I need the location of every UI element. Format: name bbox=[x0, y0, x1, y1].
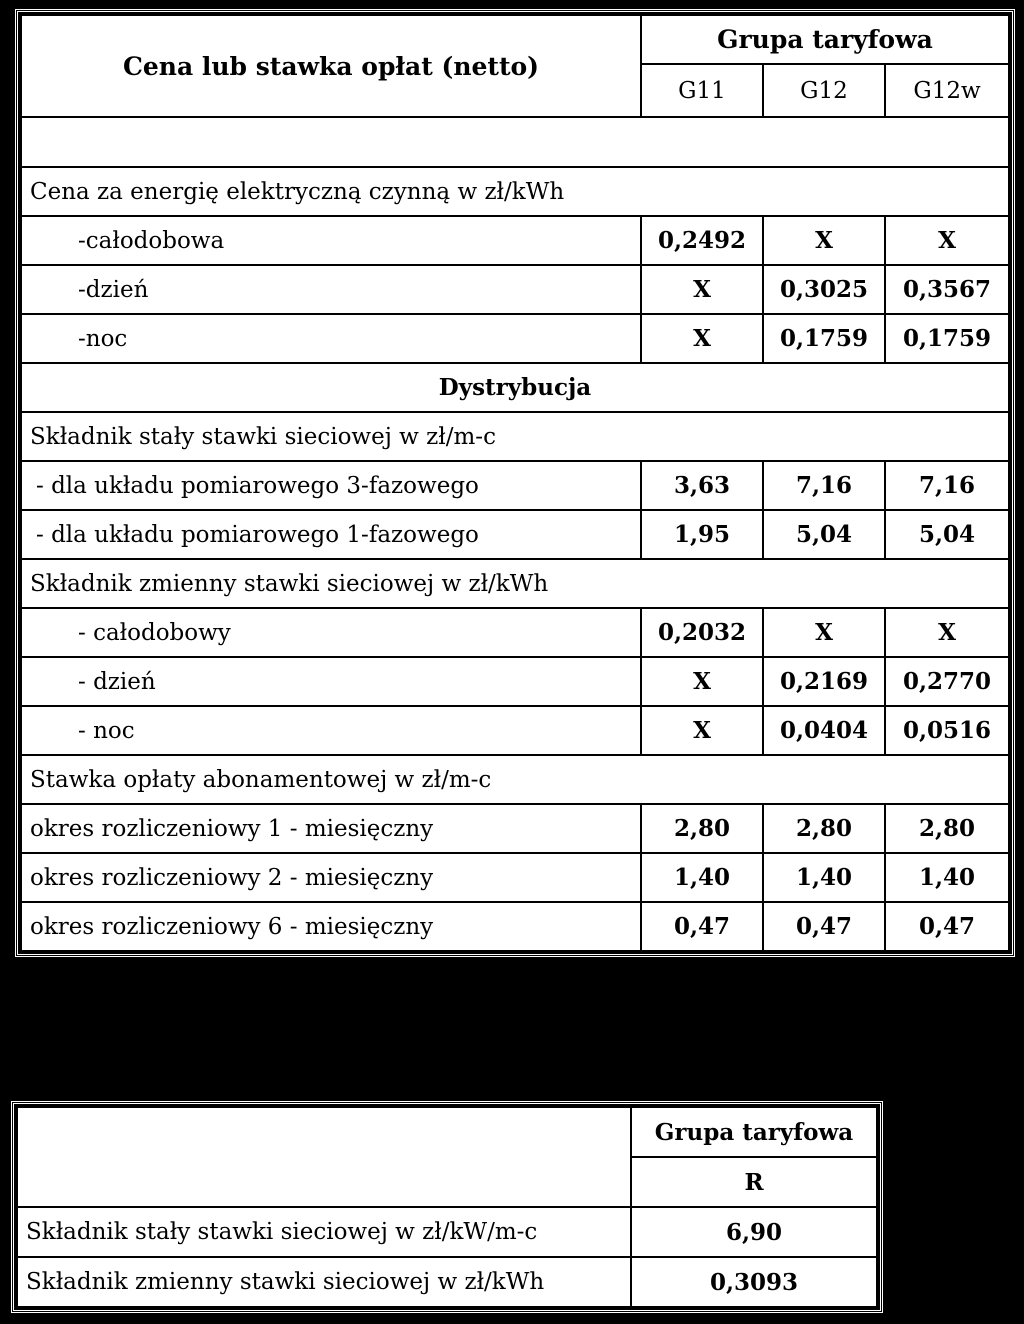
table-row bbox=[21, 657, 1009, 706]
spacer-row bbox=[21, 117, 1009, 167]
spacer-cell bbox=[21, 117, 1009, 167]
table-row bbox=[21, 706, 1009, 755]
section-row-variable bbox=[21, 559, 1009, 608]
table-row bbox=[21, 804, 1009, 853]
section-label-subscription: Stawka opłaty abonamentowej w zł/m-c bbox=[21, 755, 1009, 804]
value-cell: 1,40 bbox=[885, 853, 1009, 902]
value-cell: 2,80 bbox=[885, 804, 1009, 853]
value-cell: 5,04 bbox=[885, 510, 1009, 559]
value-cell: 1,40 bbox=[641, 853, 763, 902]
table-row bbox=[17, 1257, 877, 1307]
value-cell: 0,2492 bbox=[641, 216, 763, 265]
value-cell: 1,40 bbox=[763, 853, 885, 902]
value-cell: 0,2032 bbox=[641, 608, 763, 657]
value-cell: 0,0516 bbox=[885, 706, 1009, 755]
row-label: Składnik zmienny stawki sieciowej w zł/kWh bbox=[17, 1257, 631, 1307]
table-row bbox=[21, 314, 1009, 363]
table-row bbox=[21, 216, 1009, 265]
value-cell: 0,2169 bbox=[763, 657, 885, 706]
tariff-table-main bbox=[20, 14, 1010, 952]
value-cell: 0,2770 bbox=[885, 657, 1009, 706]
table-row bbox=[21, 608, 1009, 657]
value-cell: X bbox=[763, 608, 885, 657]
value-cell: 7,16 bbox=[763, 461, 885, 510]
value-cell: 0,47 bbox=[763, 902, 885, 951]
row-label: - całodobowy bbox=[21, 608, 641, 657]
table-row bbox=[21, 853, 1009, 902]
value-cell: 0,3567 bbox=[885, 265, 1009, 314]
value-cell: 0,0404 bbox=[763, 706, 885, 755]
distribution-heading: Dystrybucja bbox=[21, 363, 1009, 412]
header-row-1 bbox=[21, 15, 1009, 64]
table-row bbox=[21, 510, 1009, 559]
row-label: Składnik stały stawki sieciowej w zł/kW/m-c bbox=[17, 1207, 631, 1257]
group-header-cell: Grupa taryfowa bbox=[631, 1107, 877, 1157]
row-label: - dla układu pomiarowego 1-fazowego bbox=[21, 510, 641, 559]
header-empty-cell bbox=[17, 1107, 631, 1207]
section-row-energy bbox=[21, 167, 1009, 216]
value-cell: 0,47 bbox=[885, 902, 1009, 951]
row-label: okres rozliczeniowy 6 - miesięczny bbox=[21, 902, 641, 951]
row-label: -całodobowa bbox=[21, 216, 641, 265]
value-cell: X bbox=[763, 216, 885, 265]
table-row bbox=[21, 461, 1009, 510]
column-header-g11: G11 bbox=[641, 64, 763, 117]
value-cell: X bbox=[885, 608, 1009, 657]
row-label: okres rozliczeniowy 1 - miesięczny bbox=[21, 804, 641, 853]
value-cell: 6,90 bbox=[631, 1207, 877, 1257]
value-cell: X bbox=[641, 706, 763, 755]
column-header-g12: G12 bbox=[763, 64, 885, 117]
value-cell: X bbox=[641, 265, 763, 314]
value-cell: 0,3093 bbox=[631, 1257, 877, 1307]
section-label-fixed: Składnik stały stawki sieciowej w zł/m-c bbox=[21, 412, 1009, 461]
tariff-table-r bbox=[16, 1106, 878, 1308]
group-header-cell: Grupa taryfowa bbox=[641, 15, 1009, 64]
column-header-g12w: G12w bbox=[885, 64, 1009, 117]
header-row-1 bbox=[17, 1107, 877, 1157]
value-cell: 0,1759 bbox=[885, 314, 1009, 363]
header-label-cell: Cena lub stawka opłat (netto) bbox=[21, 15, 641, 117]
value-cell: 7,16 bbox=[885, 461, 1009, 510]
table-row bbox=[21, 902, 1009, 951]
value-cell: X bbox=[641, 314, 763, 363]
row-label: okres rozliczeniowy 2 - miesięczny bbox=[21, 853, 641, 902]
section-label-variable: Składnik zmienny stawki sieciowej w zł/kWh bbox=[21, 559, 1009, 608]
table-row bbox=[17, 1207, 877, 1257]
section-row-fixed bbox=[21, 412, 1009, 461]
value-cell: 3,63 bbox=[641, 461, 763, 510]
value-cell: 2,80 bbox=[763, 804, 885, 853]
section-row-subscription bbox=[21, 755, 1009, 804]
row-label: -dzień bbox=[21, 265, 641, 314]
value-cell: 1,95 bbox=[641, 510, 763, 559]
value-cell: 0,3025 bbox=[763, 265, 885, 314]
section-row-distribution bbox=[21, 363, 1009, 412]
value-cell: X bbox=[641, 657, 763, 706]
row-label: - dzień bbox=[21, 657, 641, 706]
row-label: -noc bbox=[21, 314, 641, 363]
column-header-r: R bbox=[631, 1157, 877, 1207]
row-label: - dla układu pomiarowego 3-fazowego bbox=[21, 461, 641, 510]
table-row bbox=[21, 265, 1009, 314]
section-label-energy: Cena za energię elektryczną czynną w zł/kWh bbox=[21, 167, 1009, 216]
value-cell: X bbox=[885, 216, 1009, 265]
value-cell: 2,80 bbox=[641, 804, 763, 853]
value-cell: 0,1759 bbox=[763, 314, 885, 363]
row-label: - noc bbox=[21, 706, 641, 755]
value-cell: 0,47 bbox=[641, 902, 763, 951]
value-cell: 5,04 bbox=[763, 510, 885, 559]
